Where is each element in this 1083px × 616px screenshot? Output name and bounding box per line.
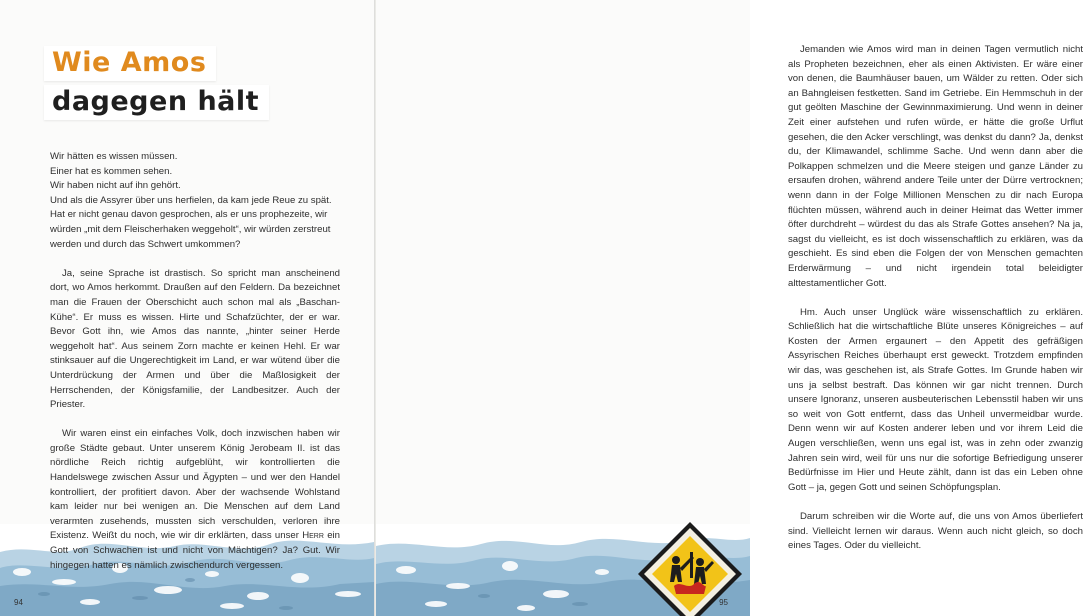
right-body-text — [788, 43, 1083, 554]
paragraph-text: Wir waren einst ein einfaches Volk, doch inzwischen haben wir große Städte gebaut. Unter unserem König Jerobeam II. ist das nördliche Reich richtig aufgeblüht, wir kontrollierten die Handelswege zwischen Assur und Ägypten – und wer den Handel kontrolliert, der profitiert davon. Aber der wachsende Wohlstand kam leider nur bei wenigen an. Die Menschen auf dem Land verarmten zusehends, mussten sich verschulden, verloren ihre Existenz. Weißt du noch, wie wir dir erklärten, dass unser — [50, 428, 340, 542]
chapter-title — [44, 46, 269, 124]
left-page — [0, 0, 374, 616]
left-body-text — [50, 150, 340, 573]
paragraph: Jemanden wie Amos wird man in deinen Tagen vermutlich nicht als Propheten bezeichnen, eher als einen Aktivisten. Er wäre einer von denen, die Baumhäuser bauen, um Wälder zu retten. Oder sich an Bahngleisen festketten. Sand im Getriebe. Ein Hemmschuh in der gut geölten Maschine der Gewinnmaximierung. Und wenn in deiner Zeit einer aufstehen und rufen würde, er hätte die große Urflut gesehen, die den Acker verschlingt, was denkst du dann? Ja, denkst du, der Klimawandel, schlimme Sache. Und wenn dann aber die Polkappen schmelzen und die Meere steigen und ganze Länder zu ersaufen drohen, während andere Teile unter der Dürre vertrocknen; wenn dann in der Folge Millionen Menschen zu dir nach Europa flüchten müssen, während auch in deiner Heimat das Wetter immer öfter durchdreht – würdest du das als Strafe Gottes ansehen? Na ja, sagst du vielleicht, es ist doch wissenschaftlich zu erklären, was da geschieht. Es sind eben die Folgen der von Menschen gemachten Erderwärmung – und nicht irgendein total beleidigter alttestamentlicher Gott. — [788, 44, 1083, 289]
lord-smallcaps: Herr — [302, 530, 324, 542]
title-line-1: Wie Amos — [44, 46, 216, 81]
title-line-2: dagegen hält — [44, 85, 269, 120]
right-page — [376, 0, 1083, 616]
paragraph-text: ein Gott von Schwachen ist und nicht von Mächtigen? Ja? Gut. Wir hingegen hatten es nämlich zwischendurch vergessen. — [50, 530, 341, 571]
paragraph: Einer hat es kommen sehen. — [50, 165, 173, 177]
paragraph: Ja, seine Sprache ist drastisch. So spricht man anscheinend dort, wo Amos herkommt. Draußen auf den Feldern. Da bezeichnet man die Frauen der Oberschicht auch schon mal als „Baschan-Kühe“. Er muss es wissen. Hirte und Schafzüchter, der er war. Bevor Gott ihn, wie Amos das nannte, „hinter seiner Herde weggeholt hat“. Aus seinem Zorn machte er keinen Hehl. Er war stinksauer auf die Ungerechtigkeit im Land, er war wütend über die Unterdrückung der Armen und über die Maßlosigkeit der Herrschenden, der Königsfamilie, der Landbesitzer. Auch der Priester. — [50, 267, 340, 411]
paragraph: Und als die Assyrer über uns herfielen, da kam jede Reue zu spät. Hat er nicht genau davon gesprochen, als er uns prophezeite, wir würden „mit dem Fleischerhaken weggeholt“, wir würden zerstreut werden und durch das Schwert umkommen? — [50, 194, 332, 250]
paragraph: Hm. Auch unser Unglück wäre wissenschaftlich zu erklären. Schließlich hat die wirtschaftliche Blüte unseres Königreiches – auf Kosten der Armen ergaunert – den Appetit des gefräßigen Assyrischen Reiches überhaupt erst geweckt. Trotzdem empfinden wir das, was geschehen ist, als Strafe Gottes. Im Grunde haben wir uns ja selbst bestraft. Das können wir gar nicht trennen. Durch unsere Ignoranz, unseren ausbeuterischen Lebensstil haben wir uns so weit von Gott entfernt, dass das Unheil unvermeidbar wurde. Denn wenn wir auf Kosten anderer leben und vor ihrem Leid die Augen verschließen, wenn uns egal ist, was in zehn oder zwanzig Jahren sein wird, weil für uns nur die sofortige Befriedigung unserer Bedürfnisse im Hier und Heute zählt, dann ist das ein Leben ohne Gott – ja, gegen Gott und seinen Schöpfungsplan. — [788, 306, 1083, 493]
paragraph: Wir hätten es wissen müssen. — [50, 151, 178, 162]
paragraph: Wir haben nicht auf ihn gehört. — [50, 180, 181, 192]
page-number-left: 94 — [14, 598, 23, 607]
paragraph: Darum schreiben wir die Worte auf, die uns von Amos überliefert sind. Vielleicht lernen wir daraus. Wenn auch nicht gleich, so doch eines Tages. Oder du vielleicht. — [788, 511, 1083, 552]
warning-sign-emblem-icon — [634, 516, 746, 616]
paragraph — [50, 427, 340, 573]
page-number-right: 95 — [719, 598, 728, 607]
